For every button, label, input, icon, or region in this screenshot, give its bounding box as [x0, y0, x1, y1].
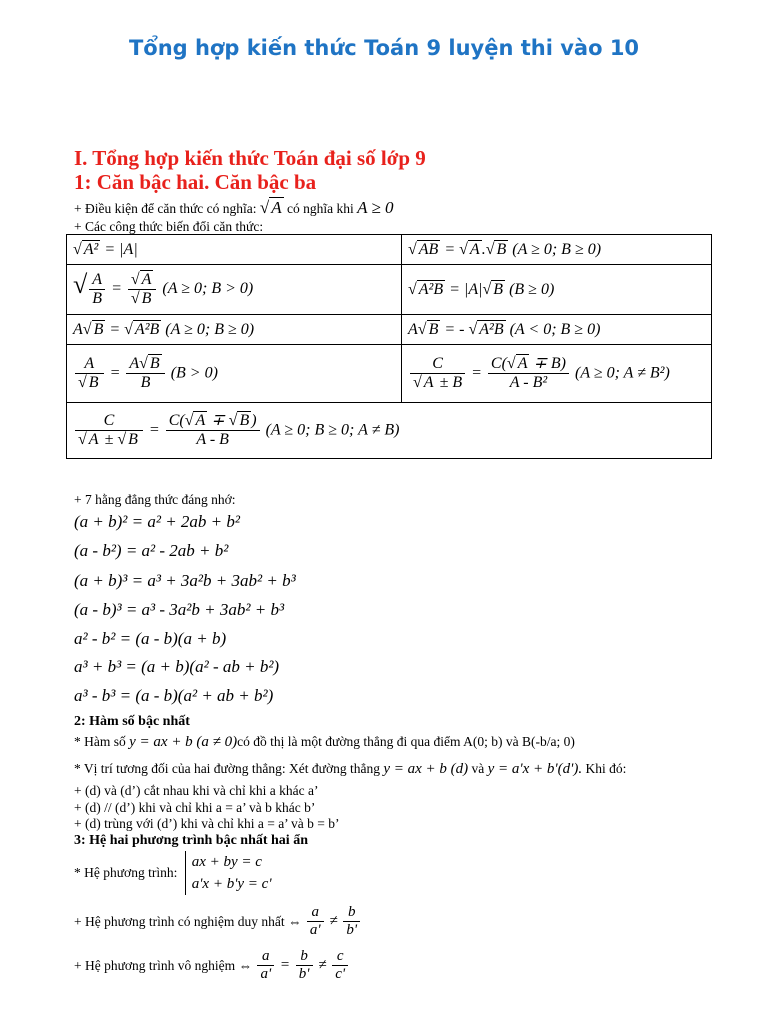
section-heading: I. Tổng hợp kiến thức Toán đại số lớp 9	[74, 146, 426, 170]
formula-cell: √ A²B = |A|√ B (B ≥ 0)	[402, 265, 712, 315]
position-suffix: Khi đó:	[585, 761, 627, 776]
formula-cell: A√ B = - √ A²B (A < 0; B ≥ 0)	[402, 315, 712, 345]
identity-4: (a - b)³ = a³ - 3a²b + 3ab² + b³	[74, 600, 285, 619]
formula-cell: $\frac{A}{√ B}$ = $\frac{A√ B}{B}$ (B > 0)	[67, 345, 402, 403]
function-line	[74, 734, 575, 751]
no-solution-line: + Hệ phương trình vô nghiệm ⇔ $\frac{a}{a'}$ = $\frac{b}{b'}$ ≠ $\frac{c}{c'}$	[74, 948, 350, 984]
formula-cell: A√ B = √ A²B (A ≥ 0; B ≥ 0)	[67, 315, 402, 345]
none-label: + Hệ phương trình vô nghiệm ⇔	[74, 958, 253, 974]
position-expr-1: y = ax + b (d)	[383, 761, 469, 777]
system-eq-1: ax + by = c	[191, 854, 262, 870]
subsection-heading-2: 2: Hàm số bậc nhất	[74, 714, 190, 729]
unique-solution-line: + Hệ phương trình có nghiệm duy nhất ⇔ $\frac{a}{a'}$ ≠ $\frac{b}{b'}$	[74, 904, 362, 940]
position-and: và	[471, 761, 485, 776]
sqrt-a: √ A	[259, 198, 282, 217]
system-line	[74, 851, 272, 895]
page-title: Tổng hợp kiến thức Toán 9 luyện thi vào 10	[128, 36, 640, 60]
identity-6: a³ + b³ = (a + b)(a² - ab + b²)	[74, 657, 280, 676]
identity-2: (a - b²) = a² - 2ab + b²	[74, 541, 229, 560]
case-line-3: + (d) trùng với (d’) khi và chỉ khi a = a’ và b = b’	[74, 816, 340, 831]
function-expr: y = ax + b (a ≠ 0)	[129, 734, 238, 750]
transforms-label: + Các công thức biến đổi căn thức:	[74, 219, 264, 234]
function-prefix: * Hàm số	[74, 734, 126, 749]
subsection-heading-1: 1: Căn bậc hai. Căn bậc ba	[74, 170, 317, 194]
subsection-heading-3: 3: Hệ hai phương trình bậc nhất hai ẩn	[74, 833, 308, 848]
system-label: * Hệ phương trình:	[74, 865, 178, 880]
case-line-1: + (d) và (d’) cắt nhau khi và chỉ khi a khác a’	[74, 783, 319, 798]
function-suffix: có đồ thị là một đường thẳng đi qua điểm A(0; b) và B(-b/a; 0)	[237, 734, 575, 749]
identity-1: (a + b)² = a² + 2ab + b²	[74, 512, 240, 531]
case-line-2: + (d) // (d’) khi và chỉ khi a = a’ và b khác b’	[74, 800, 316, 815]
formula-cell: √ $\frac{A}{B}$ = $\frac{√ A}{√ B}$ (A ≥ 0; B > 0)	[67, 265, 402, 315]
identity-5: a² - b² = (a - b)(a + b)	[74, 629, 227, 648]
identity-3: (a + b)³ = a³ + 3a²b + 3ab² + b³	[74, 571, 296, 590]
identity-7: a³ - b³ = (a - b)(a² + ab + b²)	[74, 686, 274, 705]
formula-cell: √ A² = |A|	[67, 235, 402, 265]
position-prefix: * Vị trí tương đối của hai đường thẳng: Xét đường thẳng	[74, 761, 380, 776]
condition-mid: có nghĩa khi	[286, 201, 354, 216]
position-line	[74, 761, 626, 778]
formula-cell: $\frac{C}{√ A \pm B}$ = $\frac{C(√ A \mp B)}{\text{A - B²}}$ (A ≥ 0; A ≠ B²)	[402, 345, 712, 403]
system-brace	[185, 851, 272, 895]
formula-cell: √ AB = √ A .√ B (A ≥ 0; B ≥ 0)	[402, 235, 712, 265]
identities-label: + 7 hằng đẳng thức đáng nhớ:	[74, 492, 236, 507]
unique-label: + Hệ phương trình có nghiệm duy nhất ⇔	[74, 914, 302, 930]
condition-expr: A ≥ 0	[357, 198, 394, 217]
formula-cell: $\frac{C}{√ A \pm √ B}$ = $\frac{C(√ A \mp √ B )}{A - B}$ (A ≥ 0; B ≥ 0; A ≠ B)	[67, 403, 712, 459]
position-expr-2: y = a'x + b'(d').	[487, 761, 583, 777]
condition-prefix: + Điều kiện để căn thức có nghĩa:	[74, 201, 257, 216]
formula-table	[66, 234, 712, 459]
condition-line	[74, 198, 394, 218]
system-eq-2: a'x + b'y = c'	[191, 876, 272, 892]
